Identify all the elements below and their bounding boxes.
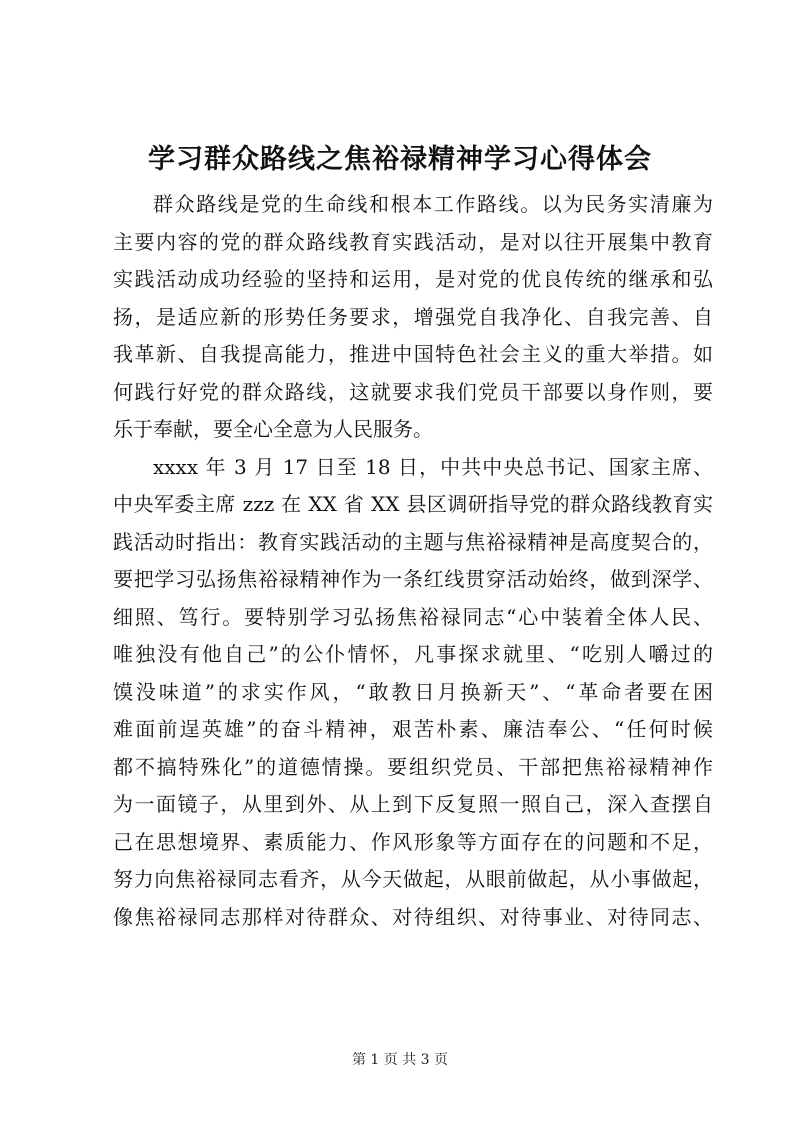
paragraph-1-line-7: 乐于奉献，要全心全意为人民服务。 xyxy=(113,417,433,441)
paragraph-1-line-3: 实践活动成功经验的坚持和运用，是对党的优良传统的继承和弘 xyxy=(113,267,713,291)
paragraph-1-line-4: 扬，是适应新的形势任务要求，增强党自我净化、自我完善、自 xyxy=(113,304,713,329)
paragraph-1-line-5: 我革新、自我提高能力，推进中国特色社会主义的重大举措。如 xyxy=(113,342,713,366)
paragraph-2-line-3: 践活动时指出：教育实践活动的主题与焦裕禄精神是高度契合的， xyxy=(113,529,713,554)
paragraph-1-line-6: 何践行好党的群众路线，这就要求我们党员干部要以身作则，要 xyxy=(113,379,713,404)
paragraph-2-line-11: 己在思想境界、素质能力、作风形象等方面存在的问题和不足， xyxy=(113,829,713,854)
paragraph-2-line-1: xxxx 年 3 月 17 日至 18 日，中共中央总书记、国家主席、 xyxy=(153,454,713,479)
paragraph-2-line-13: 像焦裕禄同志那样对待群众、对待组织、对待事业、对待同志、 xyxy=(113,904,713,929)
document-title: 学习群众路线之焦裕禄精神学习心得体会 xyxy=(148,144,652,175)
paragraph-2-line-5: 细照、笃行。要特别学习弘扬焦裕禄同志“心中装着全体人民、 xyxy=(113,604,713,629)
paragraph-2 xyxy=(113,449,713,937)
document-body xyxy=(113,186,713,936)
paragraph-2-line-6: 唯独没有他自己”的公仆情怀，凡事探求就里、“吃别人嚼过的 xyxy=(113,642,713,666)
paragraph-2-line-12: 努力向焦裕禄同志看齐，从今天做起，从眼前做起，从小事做起， xyxy=(113,867,713,891)
page-number-footer: 第 1 页 共 3 页 xyxy=(351,1052,449,1068)
paragraph-2-line-8: 难面前逞英雄”的奋斗精神，艰苦朴素、廉洁奉公、“任何时候 xyxy=(113,717,713,741)
paragraph-2-line-2: 中央军委主席 zzz 在 XX 省 XX 县区调研指导党的群众路线教育实 xyxy=(113,492,713,516)
paragraph-1 xyxy=(113,186,713,449)
paragraph-2-line-4: 要把学习弘扬焦裕禄精神作为一条红线贯穿活动始终，做到深学、 xyxy=(113,567,713,591)
paragraph-2-line-10: 为一面镜子，从里到外、从上到下反复照一照自己，深入查摆自 xyxy=(113,792,713,816)
paragraph-1-line-1: 群众路线是党的生命线和根本工作路线。以为民务实清廉为 xyxy=(153,192,713,216)
paragraph-1-line-2: 主要内容的党的群众路线教育实践活动，是对以往开展集中教育 xyxy=(113,229,713,254)
paragraph-2-line-7: 馍没味道”的求实作风，“敢教日月换新天”、“革命者要在困 xyxy=(113,679,713,704)
paragraph-2-line-9: 都不搞特殊化”的道德情操。要组织党员、干部把焦裕禄精神作 xyxy=(113,754,713,779)
